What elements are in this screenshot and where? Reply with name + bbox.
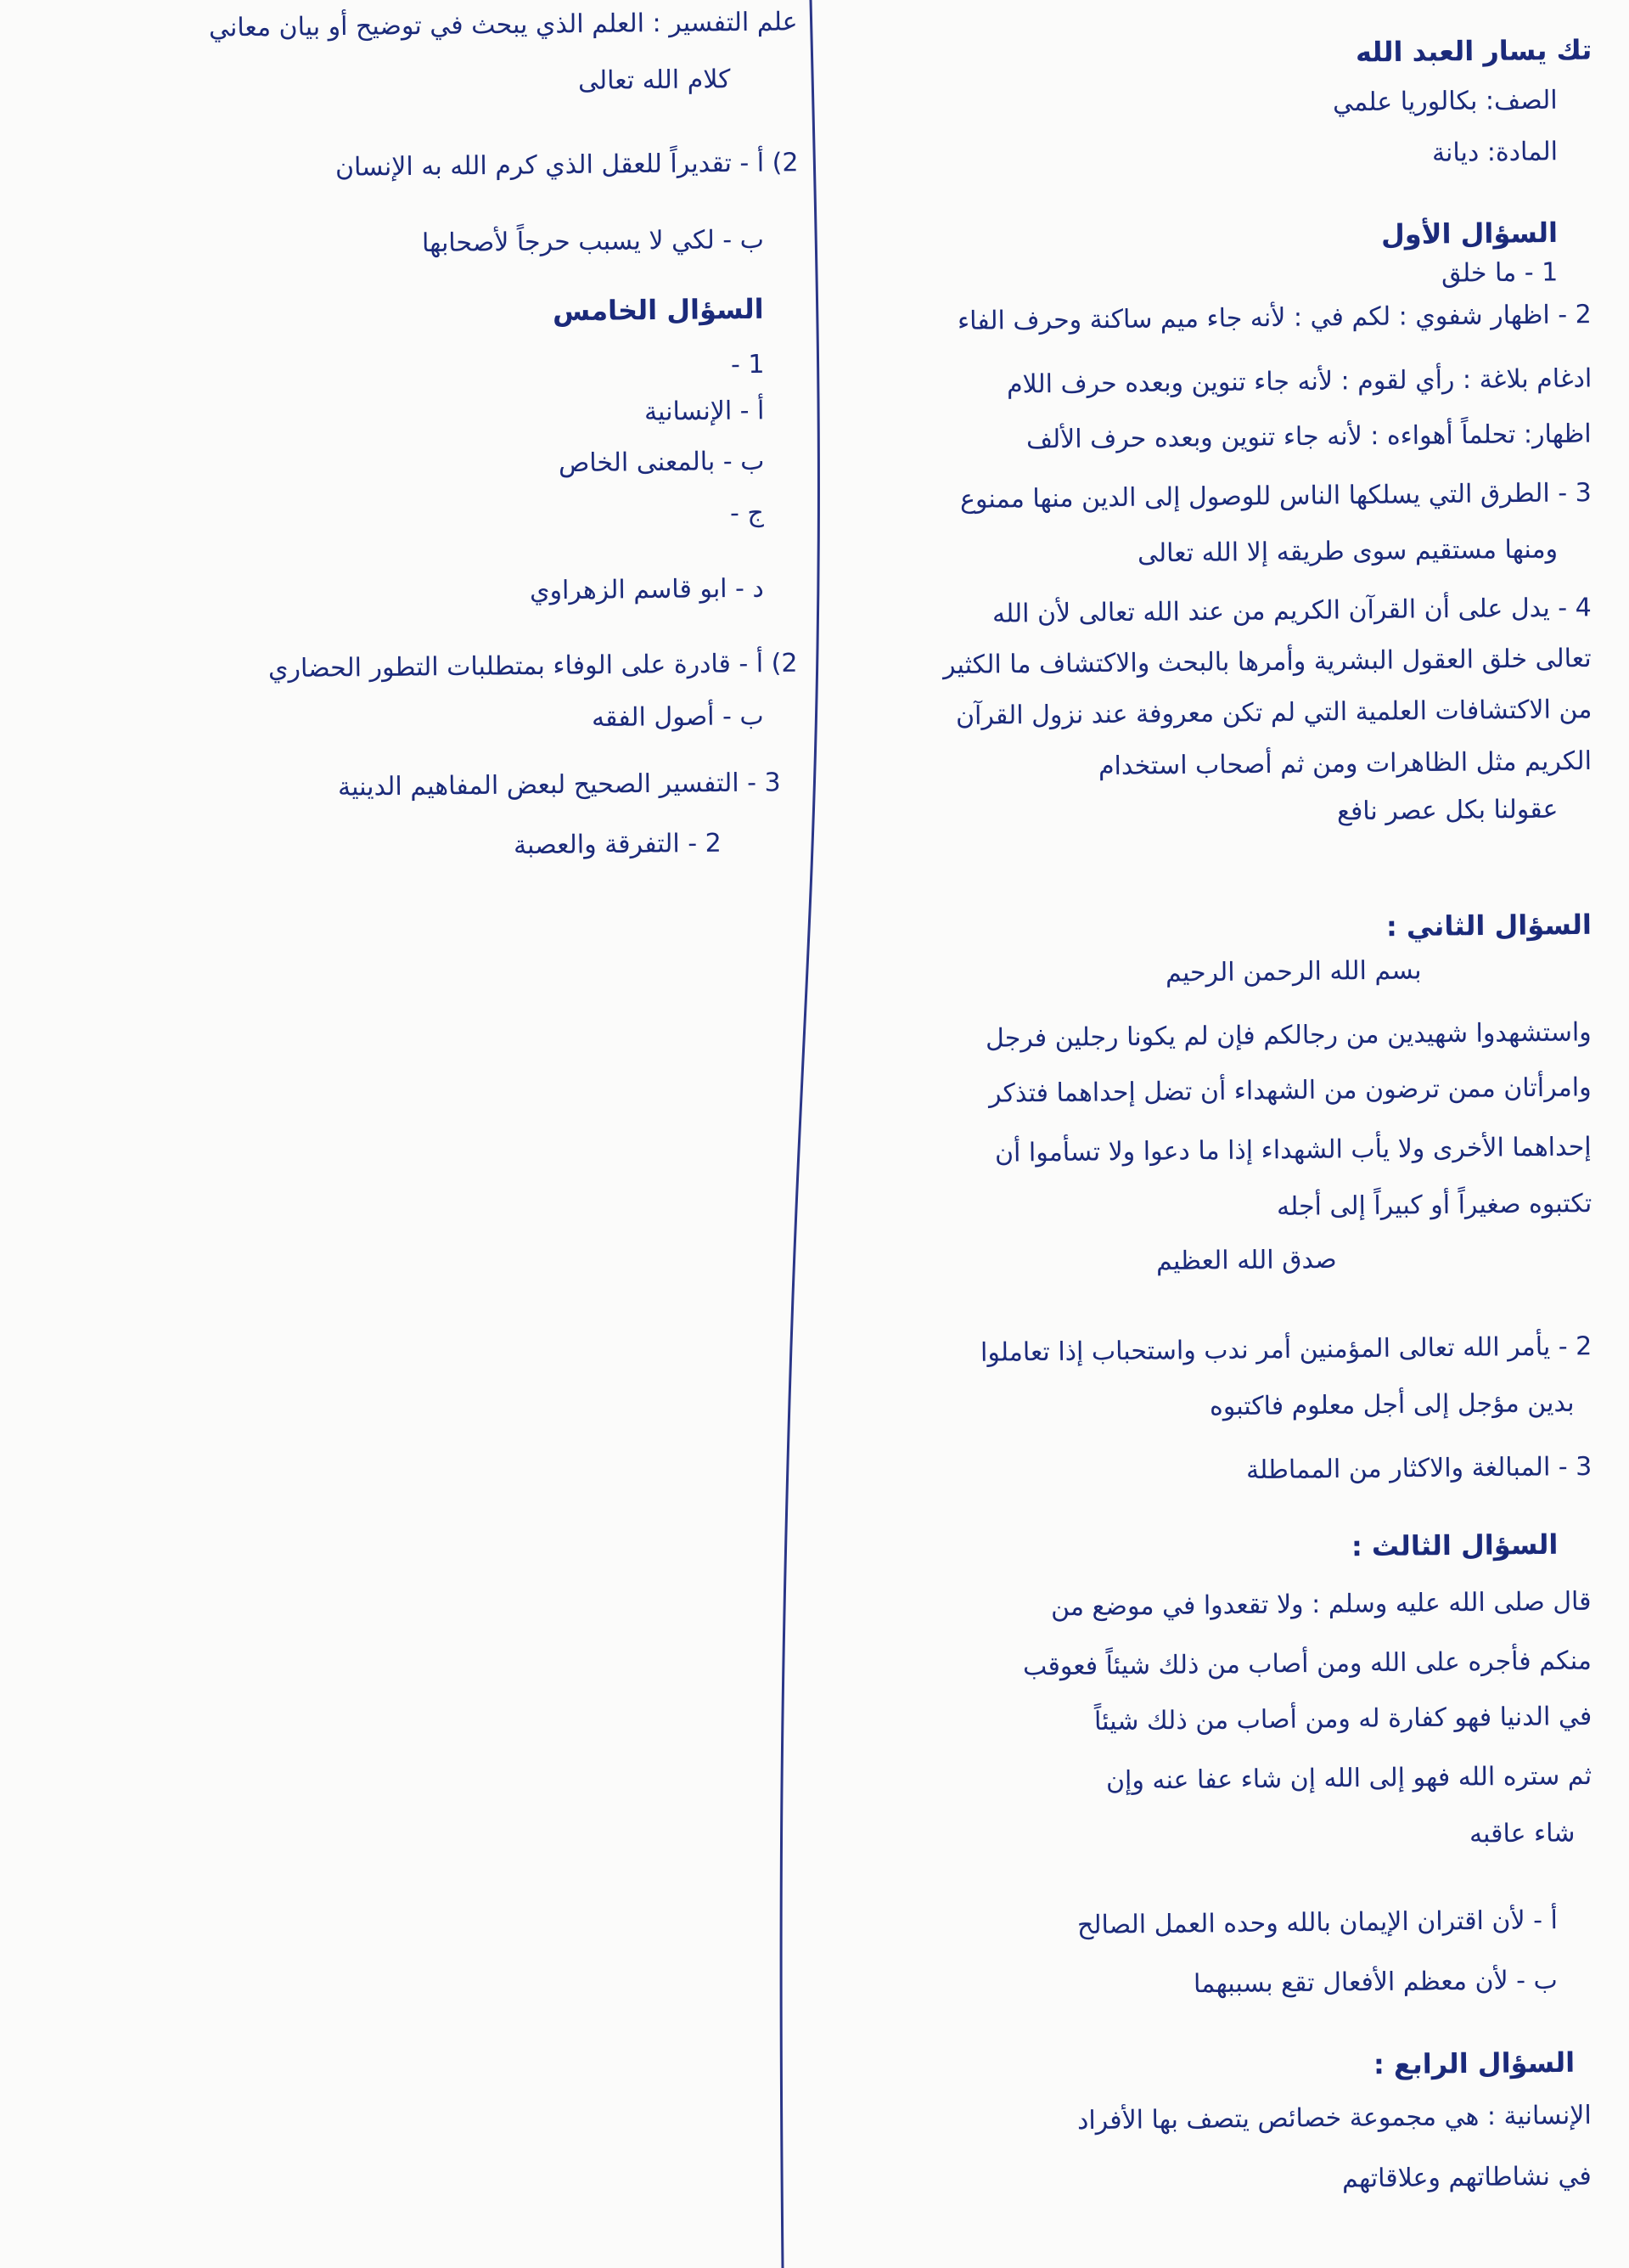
answer-line: بسم الله الرحمن الرحيم <box>1166 955 1423 988</box>
answer-line: شاء عاقبه <box>1469 1818 1576 1849</box>
answer-line: كلام الله تعالى <box>577 65 731 96</box>
answer-line: 3 - التفسير الصحيح لبعض المفاهيم الدينية <box>338 768 782 802</box>
student-subject: المادة: ديانة <box>1431 137 1559 168</box>
answer-line: أ - الإنسانية <box>643 396 765 427</box>
answer-line: منكم فأجره على الله ومن أصاب من ذلك شيئاً فعوقب <box>1022 1646 1592 1682</box>
heading-question-4: السؤال الرابع : <box>1373 2046 1576 2081</box>
answer-line: وامرأتان ممن ترضون من الشهداء أن تضل إحداهما فتذكر <box>989 1072 1592 1109</box>
answer-line: 2 - التفرقة والعصبة <box>514 828 722 861</box>
answer-line: في نشاطاتهم وعلاقاتهم <box>1342 2161 1592 2194</box>
answer-line: قال صلى الله عليه وسلم : ولا تقعدوا في موضع من <box>1051 1586 1592 1623</box>
answer-line: من الاكتشافات العلمية التي لم تكن معروفة عند نزول القرآن <box>955 695 1592 731</box>
student-name: تك يسار العبد الله <box>1355 33 1592 69</box>
answer-line: علم التفسير : العلم الذي يبحث في توضيح أو بيان معاني <box>209 7 799 43</box>
heading-question-5: السؤال الخامس <box>553 292 765 328</box>
answer-line: 3 - المبالغة والاكثار من المماطلة <box>1245 1451 1592 1486</box>
answer-line: 1 - <box>730 349 765 380</box>
student-class: الصف: بكالوريا علمي <box>1333 85 1559 118</box>
answer-line: ج - <box>730 498 765 529</box>
answer-line: بدين مؤجل إلى أجل معلوم فاكتبوه <box>1210 1387 1576 1422</box>
answer-line: 3 - الطرق التي يسلكها الناس للوصول إلى الدين منها ممنوع <box>960 478 1592 515</box>
answer-line: 1 - ما خلق <box>1441 257 1559 289</box>
answer-line: 4 - يدل على أن القرآن الكريم من عند الله تعالى لأن الله <box>992 593 1592 629</box>
answer-line: تعالى خلق العقول البشرية وأمرها بالبحث والاكتشاف ما الكثير <box>943 644 1592 680</box>
answer-line: الكريم مثل الظاهرات ومن ثم أصحاب استخدام <box>1098 746 1592 782</box>
answer-line: اظهار: تحلماً أهواءه : لأنه جاء تنوين وبعده حرف الألف <box>1026 419 1592 455</box>
answer-line: 2) أ - تقديراً للعقل الذي كرم الله به الإنسان <box>334 148 799 183</box>
answer-line: 2 - يأمر الله تعالى المؤمنين أمر ندب واستحباب إذا تعاملوا <box>980 1331 1592 1368</box>
answer-line: أ - لأن اقتران الإيمان بالله وحده العمل الصالح <box>1076 1905 1559 1940</box>
answer-line: ب - أصول الفقه <box>592 701 765 734</box>
answer-line: ادغام بلاغة : رأي لقوم : لأنه جاء تنوين وبعده حرف اللام <box>1006 363 1592 400</box>
answer-line: الإنسانية : هي مجموعة خصائص يتصف بها الأفراد <box>1077 2100 1592 2136</box>
answer-line: واستشهدوا شهيدين من رجالكم فإن لم يكونا رجلين فرجل <box>986 1017 1592 1054</box>
answer-line: عقولنا بكل عصر نافع <box>1336 794 1559 827</box>
answer-line: تكتبوه صغيراً أو كبيراً إلى أجله <box>1276 1189 1592 1222</box>
heading-question-3: السؤال الثالث : <box>1351 1528 1559 1563</box>
answer-line: ومنها مستقيم سوى طريقه إلا الله تعالى <box>1137 534 1559 569</box>
heading-question-1: السؤال الأول <box>1380 216 1559 251</box>
answer-line: في الدنيا فهو كفارة له ومن أصاب من ذلك شيئاً <box>1093 1701 1592 1737</box>
answer-line: د - ابو قاسم الزهراوي <box>530 573 765 606</box>
heading-question-2: السؤال الثاني : <box>1385 908 1592 943</box>
answer-line: ثم ستره الله فهو إلى الله إن شاء عفا عنه وإن <box>1105 1761 1592 1796</box>
answer-line: 2 - اظهار شفوي : لكم في : لأنه جاء ميم ساكنة وحرف الفاء <box>958 300 1592 336</box>
answer-line: ب - بالمعنى الخاص <box>558 446 765 479</box>
answer-line: صدق الله العظيم <box>1156 1244 1338 1277</box>
answer-line: إحداهما الأخرى ولا يأب الشهداء إذا ما دعوا ولا تسأموا أن <box>995 1132 1592 1168</box>
answer-line: ب - لكي لا يسبب حرجاً لأصحابها <box>421 224 765 259</box>
answer-line: ب - لأن معظم الأفعال تقع بسببهما <box>1194 1965 1559 2000</box>
answer-line: 2) أ - قادرة على الوفاء بمتطلبات التطور الحضاري <box>268 648 799 684</box>
